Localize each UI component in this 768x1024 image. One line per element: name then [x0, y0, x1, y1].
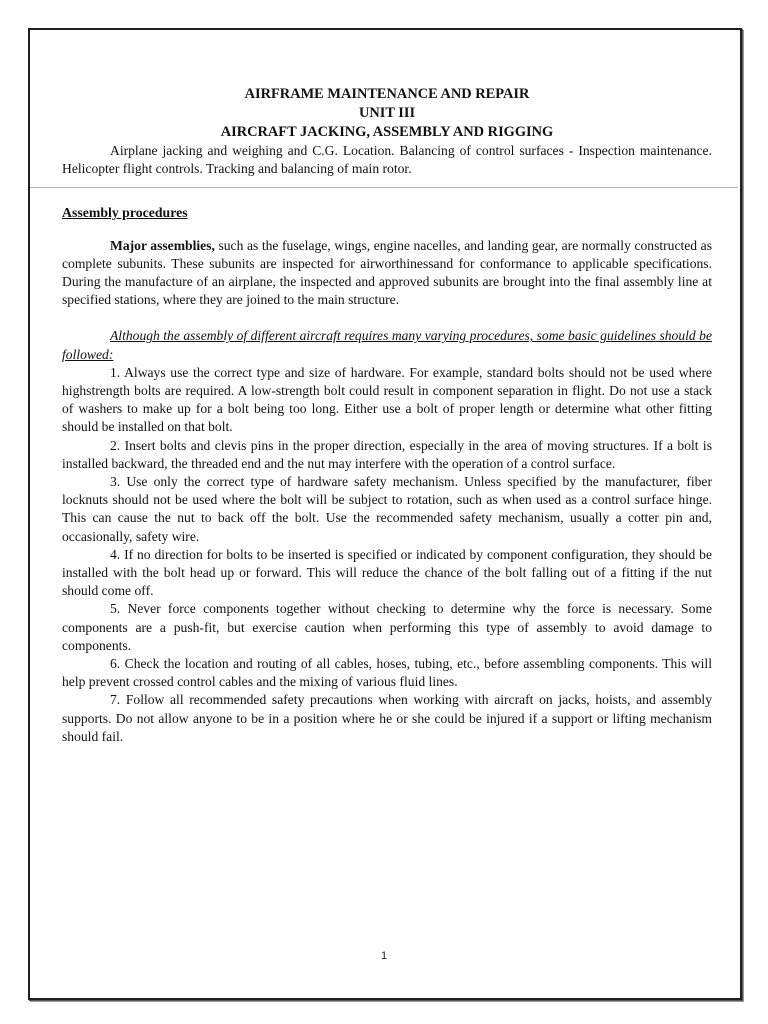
- guideline-item-2: 2. Insert bolts and clevis pins in the proper direction, especially in the area of moving structures. If a bolt is installed backward, the threaded end and the nut may interfere with the operation of a control surface.: [62, 437, 712, 471]
- guideline-item-3: 3. Use only the correct type of hardware safety mechanism. Unless specified by the manufacturer, fiber locknuts should not be used where the bolt will be subject to rotation, such as when used as a control surface hinge. This can cause the nut to back off the bolt. Use the recommended safety mechanism, usually a cotter pin and, occasionally, safety wire.: [62, 474, 712, 544]
- page-number: 1: [380, 950, 388, 962]
- guideline-item-1: 1. Always use the correct type and size of hardware. For example, standard bolts should not be used where highstrength bolts are required. A low-strength bolt could result in component separation in flight. Do not use a stack of washers to make up for a bolt being too long. Either use a bolt of proper length or determine what other fitting should be installed on that bolt.: [62, 364, 712, 435]
- guideline-item-5: 5. Never force components together without checking to determine why the force is necessary. Some components are a push-fit, but exercise caution when performing this type of assembly to avoid damage to components.: [62, 601, 712, 653]
- course-title: AIRFRAME MAINTENANCE AND REPAIR: [244, 86, 530, 102]
- intro-lead: Major assemblies,: [110, 237, 215, 253]
- document-body: [62, 85, 712, 746]
- unit-title: AIRCRAFT JACKING, ASSEMBLY AND RIGGING: [220, 124, 554, 140]
- intro-text: such as the fuselage, wings, engine nacelles, and landing gear, are normally constructed as complete subunits. These subunits are inspected for airworthinessand for conformance to applicable specifications. During the manufacture of an airplane, the inspected and approved subunits are brought into the final assembly line at specified stations, where they are joined to the main structure.: [62, 237, 712, 308]
- guideline-item-7: 7. Follow all recommended safety precautions when working with aircraft on jacks, hoists, and assembly supports. Do not allow anyone to be in a position where he or she could be injured if a support or lifting mechanism should fail.: [62, 692, 712, 744]
- unit-number: UNIT III: [358, 105, 416, 121]
- section-heading: Assembly procedures: [62, 205, 188, 221]
- guidelines-heading: Although the assembly of different aircraft requires many varying procedures, some basic guidelines should be followed:: [62, 328, 712, 362]
- guideline-item-6: 6. Check the location and routing of all cables, hoses, tubing, etc., before assembling components. This will help prevent crossed control cables and the mixing of various fluid lines.: [62, 656, 712, 690]
- syllabus-text: Airplane jacking and weighing and C.G. Location. Balancing of control surfaces - Inspection maintenance. Helicopter flight controls. Tracking and balancing of main rotor.: [62, 143, 712, 177]
- guideline-item-4: 4. If no direction for bolts to be inserted is specified or indicated by component configuration, they should be installed with the bolt head up or forward. This will reduce the chance of the bolt falling out of a fitting if the nut should come off.: [62, 546, 712, 599]
- intro-paragraph: [62, 237, 712, 310]
